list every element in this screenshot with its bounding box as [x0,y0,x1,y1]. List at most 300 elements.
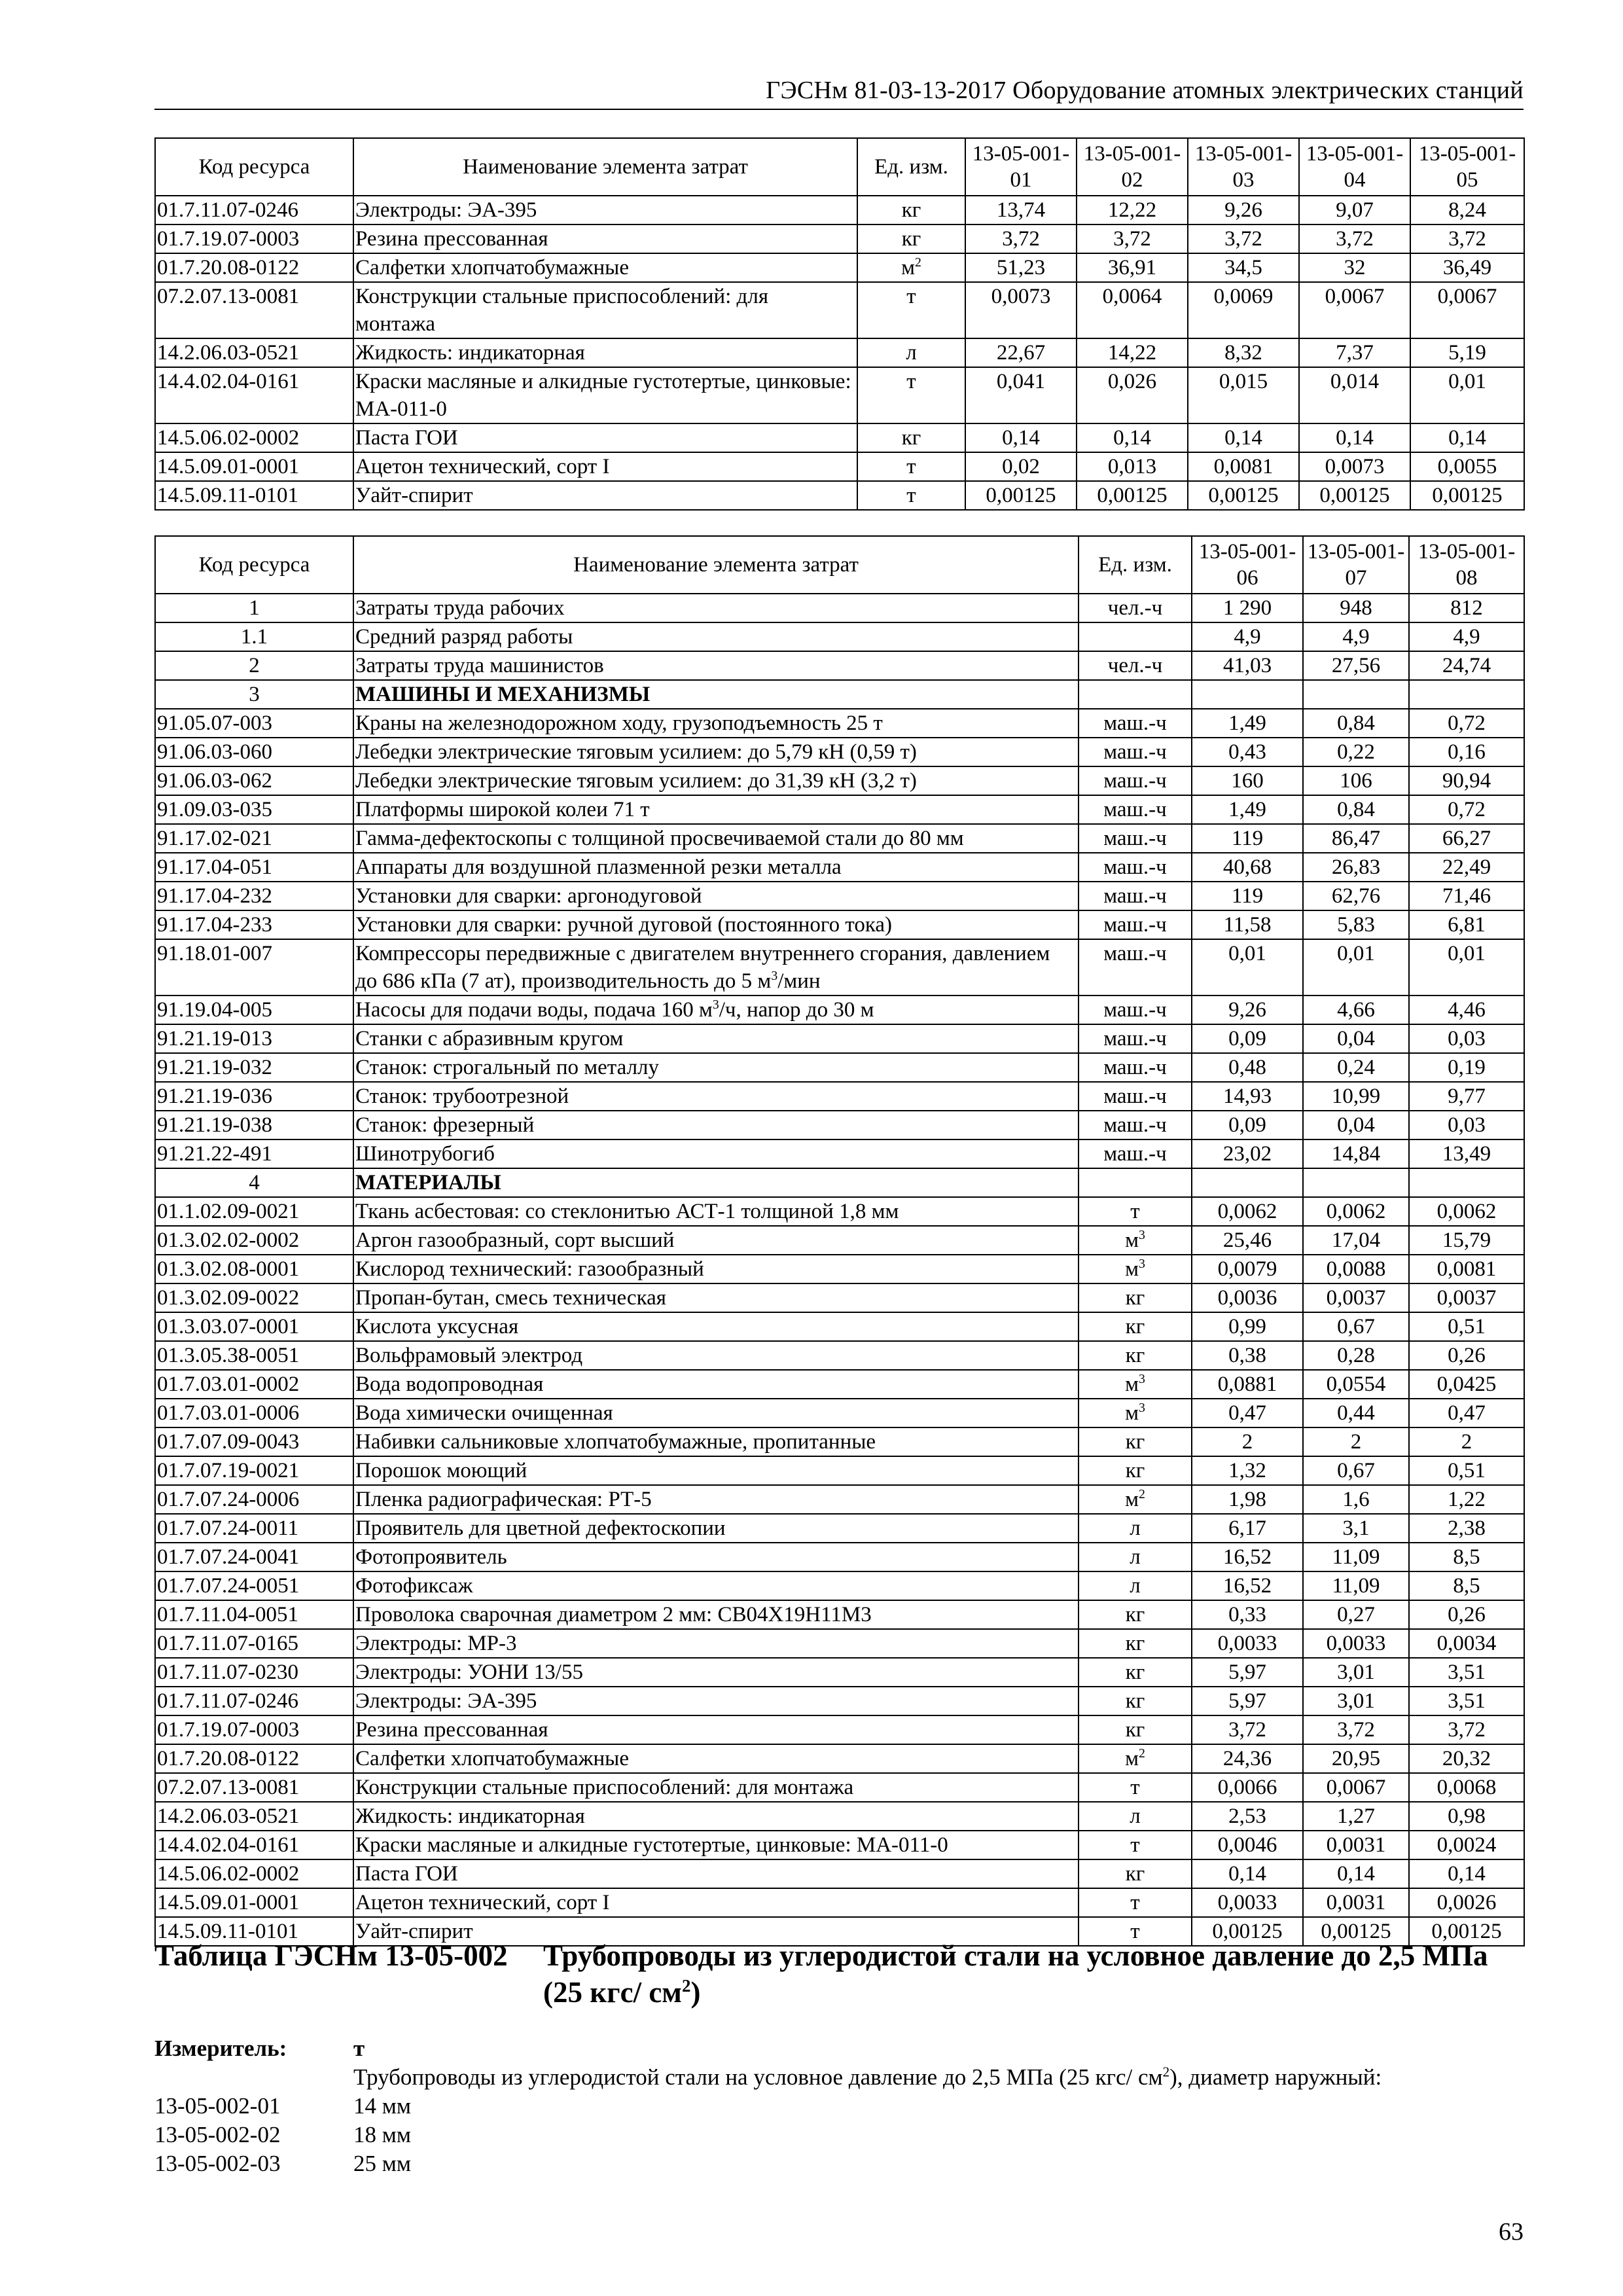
norm-value: 0,00125 [1192,1917,1303,1946]
resource-name: Платформы широкой колеи 71 т [353,795,1079,824]
norm-value: 0,47 [1192,1399,1303,1427]
norm-value: 4,46 [1409,996,1524,1024]
resource-unit: т [857,481,965,510]
norm-value: 3,51 [1409,1687,1524,1715]
norm-value: 0,03 [1409,1024,1524,1053]
norm-value: 3,72 [1077,224,1188,253]
resource-unit: маш.-ч [1079,1024,1192,1053]
resource-name: Аппараты для воздушной плазменной резки металла [353,853,1079,882]
table-row [155,1802,1524,1831]
norm-value: 12,22 [1077,196,1188,224]
resource-name: Уайт-спирит [353,1917,1079,1946]
resource-unit: л [1079,1571,1192,1600]
resource-code: 2 [155,651,353,680]
norm-value: 0,51 [1409,1456,1524,1485]
norm-value: 0,01 [1409,939,1524,996]
resource-name: Электроды: МР-3 [353,1629,1079,1658]
resource-code: 14.4.02.04-0161 [155,367,353,423]
norm-value: 0,01 [1410,367,1524,423]
resource-unit: т [1079,1773,1192,1802]
resource-code: 07.2.07.13-0081 [155,282,353,338]
norm-value: 13,49 [1409,1139,1524,1168]
norm-value: 5,97 [1192,1658,1303,1687]
norm-value: 1,32 [1192,1456,1303,1485]
table-row [155,1341,1524,1370]
norm-value: 1,49 [1192,795,1303,824]
norm-value: 0,67 [1303,1456,1409,1485]
resource-name: Станок: фрезерный [353,1111,1079,1139]
table-row [155,853,1524,882]
resource-unit [1079,680,1192,709]
norm-value: 812 [1409,594,1524,622]
resource-name: Салфетки хлопчатобумажные [353,253,857,282]
norm-value: 3,72 [965,224,1077,253]
norm-value: 0,0066 [1192,1773,1303,1802]
measure-item-code: 13-05-002-03 [154,2151,281,2176]
table-header-row [155,138,1524,196]
norm-value: 0,33 [1192,1600,1303,1629]
norm-value: 0,09 [1192,1111,1303,1139]
norm-value: 0,0033 [1192,1888,1303,1917]
norm-value: 0,48 [1192,1053,1303,1082]
norm-value: 0,0037 [1409,1283,1524,1312]
table-row [155,481,1524,510]
norm-value [1409,1168,1524,1197]
col-header-norm: 13-05-001-02 [1077,138,1188,196]
resource-code: 91.17.04-051 [155,853,353,882]
resource-name: Краны на железнодорожном ходу, грузоподъемность 25 т [353,709,1079,738]
norm-value: 17,04 [1303,1226,1409,1255]
table-row [155,1658,1524,1687]
measure-item [154,2149,1529,2178]
table-row [155,1888,1524,1917]
resource-unit: л [857,338,965,367]
norm-value: 66,27 [1409,824,1524,853]
norm-value: 0,0554 [1303,1370,1409,1399]
resource-name: Резина прессованная [353,1715,1079,1744]
resource-code: 91.21.19-032 [155,1053,353,1082]
resource-code: 91.21.19-013 [155,1024,353,1053]
norm-value: 3,01 [1303,1687,1409,1715]
norm-value: 1,6 [1303,1485,1409,1514]
table-row [155,423,1524,452]
norm-value: 0,00125 [1410,481,1524,510]
resource-code: 01.7.11.07-0246 [155,1687,353,1715]
resource-code: 91.21.22-491 [155,1139,353,1168]
norm-value: 0,27 [1303,1600,1409,1629]
resource-name: Конструкции стальные приспособлений: для монтажа [353,282,857,338]
measure-unit: т [353,2036,365,2061]
norm-value: 22,49 [1409,853,1524,882]
norm-value: 5,97 [1192,1687,1303,1715]
table-row [155,1111,1524,1139]
norm-value: 0,0031 [1303,1831,1409,1859]
resource-name: Кислота уксусная [353,1312,1079,1341]
norm-value: 948 [1303,594,1409,622]
norm-value: 1,22 [1409,1485,1524,1514]
resource-unit: чел.-ч [1079,594,1192,622]
resource-name: Компрессоры передвижные с двигателем внутреннего сгорания, давлением до 686 кПа (7 ат), производительность до 5 $м^3$/мин [353,939,1079,996]
norm-value: 36,91 [1077,253,1188,282]
resource-name: Ацетон технический, сорт I [353,452,857,481]
table-row [155,795,1524,824]
table-row [155,1370,1524,1399]
resource-code: 14.4.02.04-0161 [155,1831,353,1859]
resource-name: Уайт-спирит [353,481,857,510]
resource-name: МАТЕРИАЛЫ [353,1168,1079,1197]
norm-value: 90,94 [1409,766,1524,795]
norm-value: 0,0026 [1409,1888,1524,1917]
resource-code: 01.7.19.07-0003 [155,1715,353,1744]
norm-value: 0,0037 [1303,1283,1409,1312]
norm-value: 0,84 [1303,795,1409,824]
norm-value: 0,98 [1409,1802,1524,1831]
norm-value: 0,14 [1188,423,1299,452]
resource-code: 01.7.11.07-0165 [155,1629,353,1658]
norm-value: 0,0046 [1192,1831,1303,1859]
measure-item [154,2092,1529,2121]
norm-value: 0,0055 [1410,452,1524,481]
norm-value: 0,00125 [1409,1917,1524,1946]
table-header-row [155,536,1524,594]
resource-name: Краски масляные и алкидные густотертые, цинковые: МА-011-0 [353,1831,1079,1859]
norm-value: 0,0062 [1303,1197,1409,1226]
table-row [155,1024,1524,1053]
resource-unit: маш.-ч [1079,709,1192,738]
resource-code: 01.7.20.08-0122 [155,1744,353,1773]
resource-code: 01.1.02.09-0021 [155,1197,353,1226]
norm-value: 0,14 [1303,1859,1409,1888]
resource-code: 14.5.06.02-0002 [155,423,353,452]
resource-unit: кг [857,224,965,253]
norm-value: 20,32 [1409,1744,1524,1773]
table-row [155,1543,1524,1571]
norm-value: 1,49 [1192,709,1303,738]
norm-value: 0,24 [1303,1053,1409,1082]
measure-item [154,2121,1529,2149]
resource-unit: маш.-ч [1079,766,1192,795]
resource-unit: $м^3$ [1079,1226,1192,1255]
norm-value: 0,22 [1303,738,1409,766]
resource-name: Вода химически очищенная [353,1399,1079,1427]
resource-unit: маш.-ч [1079,1082,1192,1111]
table-row [155,224,1524,253]
resource-unit: маш.-ч [1079,996,1192,1024]
norm-value: 0,44 [1303,1399,1409,1427]
resource-code: 91.18.01-007 [155,939,353,996]
norm-value: 22,67 [965,338,1077,367]
norm-value: 0,0081 [1188,452,1299,481]
norm-value: 0,04 [1303,1111,1409,1139]
resource-unit: т [857,452,965,481]
norm-value: 3,1 [1303,1514,1409,1543]
resource-name: Аргон газообразный, сорт высший [353,1226,1079,1255]
norm-value: 0,19 [1409,1053,1524,1082]
norm-value: 11,09 [1303,1543,1409,1571]
resource-code: 14.5.09.11-0101 [155,1917,353,1946]
table-row [155,882,1524,910]
measure-items [154,2092,1529,2178]
resource-code: 01.7.07.19-0021 [155,1456,353,1485]
resource-code: 01.3.03.07-0001 [155,1312,353,1341]
resource-code: 14.2.06.03-0521 [155,1802,353,1831]
resource-code: 01.7.07.24-0006 [155,1485,353,1514]
norm-value: 3,72 [1410,224,1524,253]
table-row [155,1053,1524,1082]
measure-description: Трубопроводы из углеродистой стали на условное давление до 2,5 МПа (25 кгс/ $см^2$), диаметр наружный: [353,2064,1382,2090]
norm-value: 160 [1192,766,1303,795]
norm-value: 0,0033 [1303,1629,1409,1658]
resource-code: 1.1 [155,622,353,651]
resource-unit: $м^2$ [857,253,965,282]
norm-value: 11,58 [1192,910,1303,939]
norm-value: 8,5 [1409,1543,1524,1571]
norm-value: 0,041 [965,367,1077,423]
resource-name: Затраты труда рабочих [353,594,1079,622]
resource-code: 91.06.03-062 [155,766,353,795]
resource-name: Набивки сальниковые хлопчатобумажные, пропитанные [353,1427,1079,1456]
table-row [155,1600,1524,1629]
table-row [155,651,1524,680]
norm-value: 0,28 [1303,1341,1409,1370]
resource-unit: $м^3$ [1079,1370,1192,1399]
norm-value [1303,680,1409,709]
norm-value: 86,47 [1303,824,1409,853]
table-body [155,594,1524,1946]
norm-value: 0,0081 [1409,1255,1524,1283]
norm-value: 0,14 [1077,423,1188,452]
table-label: Таблица ГЭСНм 13-05-002 [154,1939,508,1972]
resource-unit: $м^3$ [1079,1399,1192,1427]
resource-code: 14.5.06.02-0002 [155,1859,353,1888]
resource-name: Затраты труда машинистов [353,651,1079,680]
norm-value: 0,72 [1409,795,1524,824]
resource-name: Конструкции стальные приспособлений: для монтажа [353,1773,1079,1802]
resource-name: Насосы для подачи воды, подача 160 $м^3/ч$, напор до 30 м [353,996,1079,1024]
table-row [155,1226,1524,1255]
resource-code: 91.17.04-233 [155,910,353,939]
norm-value: 36,49 [1410,253,1524,282]
norm-value: 119 [1192,824,1303,853]
col-header-unit: Ед. изм. [1079,536,1192,594]
norm-value: 0,14 [1409,1859,1524,1888]
norm-value: 0,04 [1303,1024,1409,1053]
resource-code: 07.2.07.13-0081 [155,1773,353,1802]
table-row [155,253,1524,282]
resource-name: Лебедки электрические тяговым усилием: до 5,79 кН (0,59 т) [353,738,1079,766]
table-row [155,1082,1524,1111]
norm-value: 2 [1303,1427,1409,1456]
measure-label: Измеритель: [154,2036,287,2061]
resource-unit: маш.-ч [1079,853,1192,882]
norm-value: 10,99 [1303,1082,1409,1111]
resource-unit: кг [857,423,965,452]
table-row [155,1283,1524,1312]
resource-code: 14.5.09.01-0001 [155,452,353,481]
norm-value: 0,14 [1192,1859,1303,1888]
table-row [155,910,1524,939]
norm-value: 106 [1303,766,1409,795]
norm-value: 0,0036 [1192,1283,1303,1312]
resource-unit: маш.-ч [1079,1053,1192,1082]
norm-value: 26,83 [1303,853,1409,882]
resource-name: Проявитель для цветной дефектоскопии [353,1514,1079,1543]
norm-value: 62,76 [1303,882,1409,910]
resource-code: 3 [155,680,353,709]
norm-value: 0,72 [1409,709,1524,738]
resource-unit: кг [1079,1687,1192,1715]
resource-unit: маш.-ч [1079,1111,1192,1139]
table-row [155,1773,1524,1802]
col-header-name: Наименование элемента затрат [353,536,1079,594]
norm-value: 2 [1409,1427,1524,1456]
resource-unit: маш.-ч [1079,738,1192,766]
norm-value: 0,14 [1410,423,1524,452]
norm-value: 0,0069 [1188,282,1299,338]
resource-unit: т [1079,1917,1192,1946]
norm-value: 0,0067 [1299,282,1410,338]
col-header-norm: 13-05-001-01 [965,138,1077,196]
norm-value: 0,00125 [1299,481,1410,510]
resource-name: Проволока сварочная диаметром 2 мм: СВ04Х19Н11М3 [353,1600,1079,1629]
resource-name: Паста ГОИ [353,1859,1079,1888]
table-row [155,1456,1524,1485]
norm-value: 7,37 [1299,338,1410,367]
norm-value: 0,14 [965,423,1077,452]
norm-value: 3,51 [1409,1658,1524,1687]
table-row [155,1571,1524,1600]
resource-name: Кислород технический: газообразный [353,1255,1079,1283]
norm-value: 6,17 [1192,1514,1303,1543]
resource-name: Жидкость: индикаторная [353,338,857,367]
norm-value: 0,38 [1192,1341,1303,1370]
norm-value: 1,98 [1192,1485,1303,1514]
norm-value: 119 [1192,882,1303,910]
norm-value: 3,01 [1303,1658,1409,1687]
norm-value: 4,66 [1303,996,1409,1024]
resource-unit: маш.-ч [1079,910,1192,939]
resource-code: 91.19.04-005 [155,996,353,1024]
resource-code: 91.17.02-021 [155,824,353,853]
resource-code: 01.7.03.01-0006 [155,1399,353,1427]
norm-value: 71,46 [1409,882,1524,910]
resource-table-1 [154,137,1525,511]
resource-unit: л [1079,1802,1192,1831]
norm-value: 0,015 [1188,367,1299,423]
norm-value: 0,26 [1409,1341,1524,1370]
table-row [155,1399,1524,1427]
norm-value: 0,00125 [1188,481,1299,510]
norm-value [1303,1168,1409,1197]
resource-name: Порошок моющий [353,1456,1079,1485]
norm-value: 0,43 [1192,738,1303,766]
table-body [155,196,1524,510]
resource-name: Фотопроявитель [353,1543,1079,1571]
col-header-norm: 13-05-001-07 [1303,536,1409,594]
norm-value: 0,013 [1077,452,1188,481]
resource-code: 01.7.07.24-0051 [155,1571,353,1600]
resource-unit: кг [857,196,965,224]
norm-value: 51,23 [965,253,1077,282]
norm-value: 0,14 [1299,423,1410,452]
norm-value: 0,67 [1303,1312,1409,1341]
resource-unit: т [857,367,965,423]
resource-unit: кг [1079,1715,1192,1744]
resource-unit [1079,1168,1192,1197]
norm-value: 0,03 [1409,1111,1524,1139]
norm-value: 0,0068 [1409,1773,1524,1802]
resource-code: 01.7.11.07-0246 [155,196,353,224]
norm-value: 27,56 [1303,651,1409,680]
resource-unit: л [1079,1543,1192,1571]
norm-value: 0,51 [1409,1312,1524,1341]
table-row [155,452,1524,481]
page-number: 63 [1499,2218,1524,2246]
norm-value: 0,0024 [1409,1831,1524,1859]
resource-code: 01.7.03.01-0002 [155,1370,353,1399]
resource-name: Жидкость: индикаторная [353,1802,1079,1831]
resource-unit: т [1079,1831,1192,1859]
resource-code: 91.21.19-038 [155,1111,353,1139]
norm-value [1192,680,1303,709]
norm-value: 40,68 [1192,853,1303,882]
resource-name: Гамма-дефектоскопы с толщиной просвечиваемой стали до 80 мм [353,824,1079,853]
norm-value: 8,24 [1410,196,1524,224]
resource-code: 01.3.02.08-0001 [155,1255,353,1283]
table-row [155,1139,1524,1168]
resource-name: Пленка радиографическая: РТ-5 [353,1485,1079,1514]
norm-value: 0,0033 [1192,1629,1303,1658]
resource-name: Электроды: УОНИ 13/55 [353,1658,1079,1687]
resource-name: Лебедки электрические тяговым усилием: до 31,39 кН (3,2 т) [353,766,1079,795]
norm-value: 0,0425 [1409,1370,1524,1399]
norm-value: 3,72 [1188,224,1299,253]
table-row [155,1744,1524,1773]
norm-value: 3,72 [1192,1715,1303,1744]
resource-unit: л [1079,1514,1192,1543]
norm-value: 0,014 [1299,367,1410,423]
norm-value: 1 290 [1192,594,1303,622]
resource-unit: кг [1079,1600,1192,1629]
measure-item-value: 18 мм [353,2122,412,2147]
table-row [155,1715,1524,1744]
col-header-unit: Ед. изм. [857,138,965,196]
norm-value: 0,01 [1192,939,1303,996]
norm-value: 0,01 [1303,939,1409,996]
resource-name: Шинотрубогиб [353,1139,1079,1168]
norm-value: 16,52 [1192,1543,1303,1571]
resource-code: 01.3.02.09-0022 [155,1283,353,1312]
resource-unit: кг [1079,1629,1192,1658]
norm-value: 24,74 [1409,651,1524,680]
table-row [155,766,1524,795]
resource-unit: кг [1079,1341,1192,1370]
norm-value: 13,74 [965,196,1077,224]
norm-value: 14,22 [1077,338,1188,367]
running-header [154,72,1524,110]
resource-code: 01.7.11.07-0230 [155,1658,353,1687]
table-row [155,1312,1524,1341]
table-row [155,1427,1524,1456]
table-row [155,1168,1524,1197]
norm-value: 4,9 [1303,622,1409,651]
table-row [155,1831,1524,1859]
resource-name: Ацетон технический, сорт I [353,1888,1079,1917]
table-row [155,1514,1524,1543]
col-header-norm: 13-05-001-08 [1409,536,1524,594]
norm-value: 0,47 [1409,1399,1524,1427]
table-row [155,680,1524,709]
